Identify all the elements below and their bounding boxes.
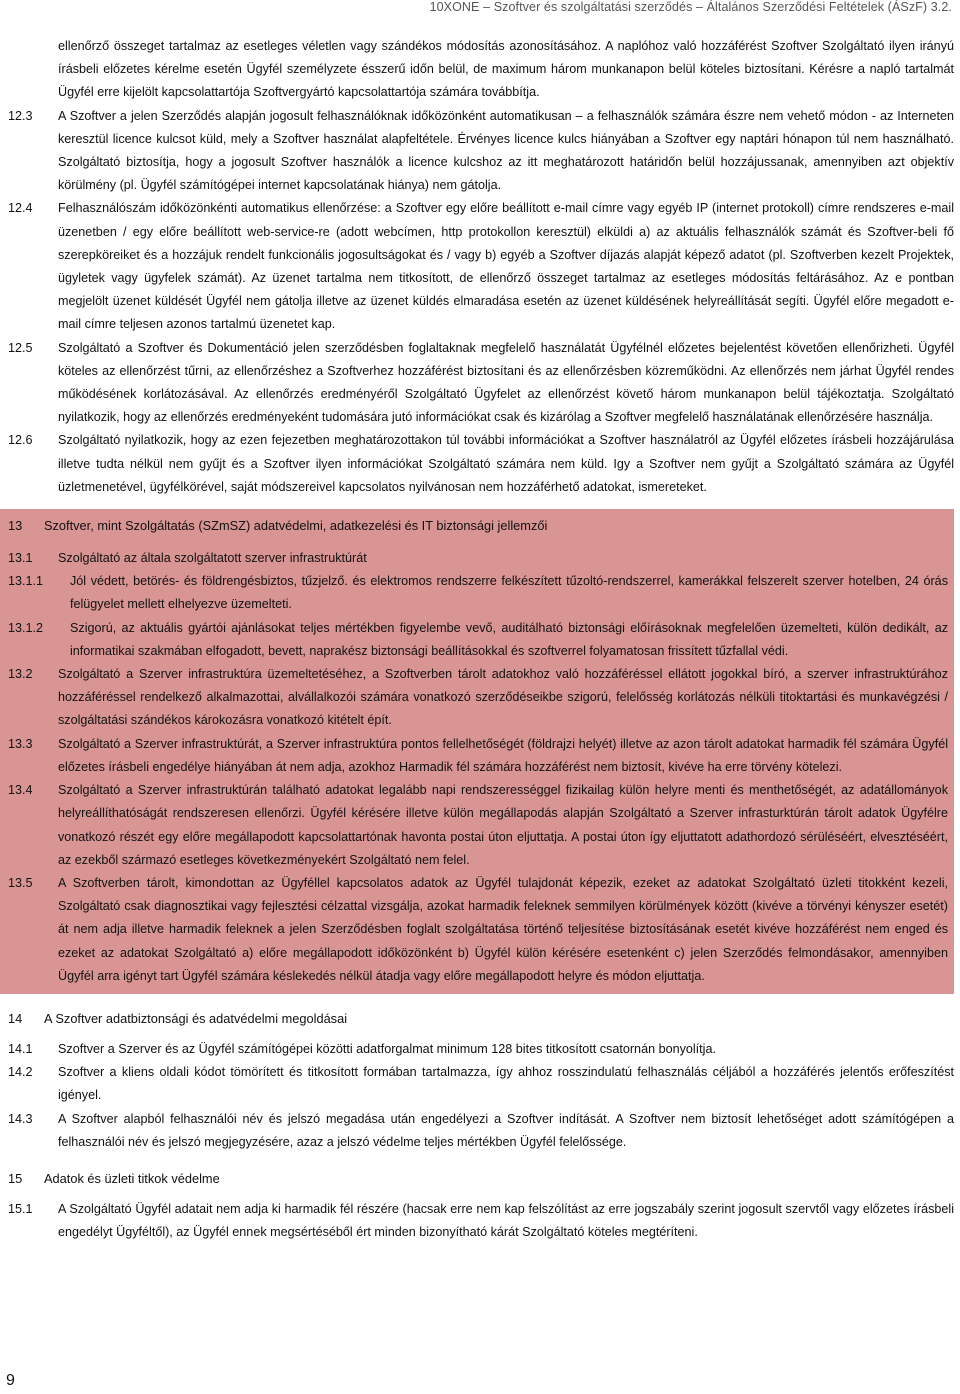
- section-13-highlight-block: [0, 509, 954, 994]
- paragraph-number: 15.1: [8, 1201, 33, 1216]
- paragraph-text: A Szoftver a jelen Szerződés alapján jogosult felhasználóknak időközönként automatikusan – a felhasználók számára észre nem vehető módon - az Interneten keresztül licence kulcsot küld, mely a Szoftver használat alapfeltétele. Érvényes licence kulcs hiányában a Szoftver egy naptári hónapon túl nem használható. Szolgáltató biztosítja, hogy a jogosult Szoftver használók a licence kulcshoz az itt meghatározott határidőn belül hozzájussanak, amennyiben azt objektív körülmény (pl. Ügyfél számítógépei internet kapcsolatának hiánya) nem gátolja.: [58, 108, 954, 193]
- paragraph-text: Szolgáltató nyilatkozik, hogy az ezen fejezetben meghatározottakon túl további információkat a Szoftver használatról az Ügyfél előzetes írásbeli hozzájárulása illetve tudta nélkül nem gyűjt és a Szoftver ilyen információkat Szolgáltató számára nem küld. Igy a Szoftver nem gyűjt a Szolgáltató számára az Ügyfél üzletmenetével, ügyfélkörével, saját módszereivel kapcsolatos nyilvánosan nem hozzáférhető adatokat, ismereteket.: [58, 433, 954, 494]
- section-title: Szoftver, mint Szolgáltatás (SZmSZ) adatvédelmi, adatkezelési és IT biztonsági jellemzői: [44, 518, 548, 534]
- section-15-heading: [8, 1168, 954, 1190]
- paragraph-text: A Szolgáltató Ügyfél adatait nem adja ki harmadik fél részére (hacsak erre nem kap felszólítást az erre jogszabály szerint jogosult szervtől vagy előzetes írásbeli engedélyt Ügyféltől), az Ügyfél ennek megsértéséből ért minden bizonyítható kárát Szolgáltató köteles megtéríteni.: [58, 1201, 954, 1240]
- document-body: [8, 35, 954, 1244]
- paragraph-number: 12.5: [8, 340, 33, 355]
- paragraph-12-6: [8, 429, 954, 499]
- paragraph-text: Szoftver a Szerver és az Ügyfél számítógépei közötti adatforgalmat minimum 128 bites titkosított csatornán bonyolítja.: [58, 1041, 716, 1056]
- paragraph-number: 13.4: [8, 783, 33, 798]
- paragraph-number: 13.5: [8, 875, 33, 890]
- paragraph-number: 13.1.1: [8, 574, 44, 589]
- paragraph-14-1: [8, 1038, 954, 1061]
- paragraph-text: ellenőrző összeget tartalmaz az esetleges véletlen vagy szándékos módosítás azonosításához. A naplóhoz való hozzáférést Szoftver Szolgáltató ilyen irányú írásbeli előzetes kérelme esetén Ügyfél személyzete ésszerű időn belül, de maximum három munkanapon belül köteles biztosítani. Kérésre a napló tartalmát Ügyfél erre kijelölt kapcsolattartója Szoftvergyártó kapcsolattartója számára továbbítja.: [58, 39, 954, 100]
- paragraph-12-2-continuation: [8, 35, 954, 105]
- paragraph-text: Szoftver a kliens oldali kódot tömörített és titkosított formában tartalmazza, így ahhoz rosszindulatú felhasználás céljából a hozzáférés jelentős erőfeszítést igényel.: [58, 1065, 954, 1103]
- paragraph-number: 13.2: [8, 667, 33, 682]
- section-number: 13: [8, 518, 23, 534]
- paragraph-number: 13.3: [8, 736, 33, 751]
- paragraph-text: Szolgáltató a Szerver infrastruktúrán található adatokat legalább napi rendszerességgel fizikailag külön helyre menti és menthetőségét, az adatállományok helyreállíthatóságát rendszeresen ellenőrzi. Ügyfél kérésére illetve külön megállapodás alapján Szolgáltató a Szerver infrasturktúrán tárolt adatok Ügyfélre vonatkozó részét egy előre megállapodott kapcsolattartónak havonta postai úton eljuttatja. A postai úton így eljuttatott adathordozó sérüléséért, elvesztéséért, az ezekből származó esetleges következményekért Szolgáltató nem felel.: [58, 783, 948, 867]
- paragraph-13-5: [8, 872, 948, 988]
- paragraph-text: Felhasználószám időközönkénti automatikus ellenőrzése: a Szoftver egy előre beállított e-mail címre vagy egyéb IP (internet protokoll) címre rendszeres e-mail üzenetben / egy előre beállított web-service-re (adott webcímen, http protokollon keresztül) elküldi a) az aktuális felhasználók számát és Szoftver-beli fő szerepköreiket és a hozzájuk rendelt funkcionális jogosultságokat és / vagy b) egyéb a Szoftver díjazás alapját képező adatot (pl. Szoftverben kezelt Projektek, ügyletek vagy ügyfelek számát). Az üzenet tartalma nem titkosított, de ellenőrző összeget tartalmaz az esetleges módosítás feltárásához. Az e pontban megjelölt üzenet küldését Ügyfél nem gátolja illetve az üzenet küldés elmaradása esetén az üzenet küldésének helyreállítását segíti. Ügyfél előre megadott e-mail címre teljesen azonos tartalmú üzenetet kap.: [58, 201, 954, 332]
- paragraph-12-3: [8, 105, 954, 198]
- paragraph-number: 14.3: [8, 1111, 33, 1126]
- section-title: Adatok és üzleti titkok védelme: [44, 1170, 220, 1186]
- paragraph-13-1-1: [8, 570, 948, 616]
- paragraph-13-3: [8, 733, 948, 779]
- paragraph-text: Szolgáltató a Szerver infrastruktúrát, a Szerver infrastruktúra pontos fellelhetőségét (földrajzi helyét) illetve az azon tárolt adatokat harmadik fél számára Ügyfél előzetes írásbeli engedélye hiányában át nem adja, azokhoz Harmadik fél számára hozzáférést nem biztosít, kivéve ha erre törvény kötelezi.: [58, 736, 948, 774]
- paragraph-number: 14.1: [8, 1041, 33, 1056]
- paragraph-13-1-2: [8, 617, 948, 663]
- paragraph-number: 12.3: [8, 108, 33, 123]
- paragraph-text: Szolgáltató a Szoftver és Dokumentáció jelen szerződésben foglaltaknak megfelelő használatát Ügyfélnél előzetes bejelentést követően ellenőrizheti. Ügyfél köteles az ellenőrzést tűrni, az ellenőrzéshez a Szoftverhez hozzáférést biztosítani és az ellenőrzésben közreműködni. Az ellenőrzés nem járhat Ügyfél rendes működésének korlátozásával. Az ellenőrzés eredményéről Szolgáltató Ügyfelet az ellenőrzést követő három munkanapon belül tájékoztatja. Szolgáltató nyilatkozik, hogy az ellenőrzés eredményeként tudomására jutó információkat csak és kizárólag a Szoftver megfelelő használatának ellenőrzésére használja.: [58, 340, 954, 425]
- paragraph-text: A Szoftverben tárolt, kimondottan az Ügyféllel kapcsolatos adatok az Ügyfél tulajdonát képezik, ezeket az adatokat Szolgáltató üzleti titokként kezeli, Szolgáltató csak diagnosztikai vagy fejlesztési célzattal vizsgálja, azokat harmadik feleknek semmilyen körülmények között (kivéve a törvényi kényszer esetét) át nem adja illetve harmadik feleknek a jelen Szerződésben foglalt szolgáltatása történő teljesítése biztosításának esetét kivéve hozzáférést nem enged és ezeket az adatokat Szolgáltató a) előre megállapodott időközönként b) Ügyfél külön kérésére esetenként c) jelen Szerződés felmondásakor, amennyiben Ügyfél arra igényt tart Ügyfél számára késlekedés nélkül átadja vagy előre megállapodott helyre és módon eljuttatja.: [58, 875, 948, 983]
- paragraph-13-1: [8, 547, 948, 570]
- paragraph-text: Jól védett, betörés- és földrengésbiztos, tűzjelző. és elektromos rendszerre felkészített tűzoltó-rendszerrel, kamerákkal felszerelt szerver hotelben, 24 órás felügyelet mellett elhelyezve üzemelteti.: [70, 574, 948, 612]
- page-header-title: 10XONE – Szoftver és szolgáltatási szerződés – Általános Szerződési Feltételek (ÁSzF) 3.2.: [429, 0, 952, 14]
- page-number: 9: [6, 1372, 15, 1389]
- paragraph-14-3: [8, 1108, 954, 1154]
- paragraph-number: 13.1: [8, 551, 33, 566]
- section-title: A Szoftver adatbiztonsági és adatvédelmi megoldásai: [44, 1010, 348, 1026]
- section-13-heading: [8, 515, 948, 537]
- paragraph-text: Szigorú, az aktuális gyártói ajánlásokat teljes mértékben figyelembe vevő, auditálható biztonsági előírásoknak megfelelően üzemelteti, külön dedikált, az informatikai szakmában elfogadott, bevett, naprakész biztonsági beállításokkal és szoftverrel folyamatosan frissített tűzfallal védi.: [70, 620, 948, 658]
- paragraph-text: Szolgáltató a Szerver infrastruktúra üzemeltetéséhez, a Szoftverben tárolt adatokhoz való hozzáféréssel ellátott jogokkal bíró, a szerver infrastruktúrához hozzáféréssel rendelkező alkalmazottai, alvállalkozói számára vonatkozó szerződéseikbe szigorú, felelősség korlátozás nélküli titoktartási és munkavégzési / szolgáltatási szándékos károkozásra vonatkozó kitételt épít.: [58, 667, 948, 728]
- paragraph-15-1: [8, 1198, 954, 1244]
- paragraph-13-4: [8, 779, 948, 872]
- section-14-heading: [8, 1008, 954, 1030]
- paragraph-12-5: [8, 337, 954, 430]
- paragraph-number: 12.4: [8, 201, 33, 216]
- paragraph-number: 13.1.2: [8, 620, 44, 635]
- paragraph-14-2: [8, 1061, 954, 1107]
- paragraph-text: Szolgáltató az általa szolgáltatott szerver infrastruktúrát: [58, 551, 367, 566]
- paragraph-number: 12.6: [8, 433, 33, 448]
- section-number: 15: [8, 1170, 23, 1186]
- paragraph-number: 14.2: [8, 1065, 33, 1080]
- paragraph-text: A Szoftver alapból felhasználói név és jelszó megadása után engedélyezi a Szoftver indítását. A Szoftver nem biztosít lehetőséget adott számítógépen a felhasználói név és jelszó megjegyzésére, azaz a jelszó védelme teljes mértékben Ügyfél felelőssége.: [58, 1111, 954, 1149]
- paragraph-13-2: [8, 663, 948, 733]
- section-number: 14: [8, 1010, 23, 1026]
- paragraph-12-4: [8, 197, 954, 336]
